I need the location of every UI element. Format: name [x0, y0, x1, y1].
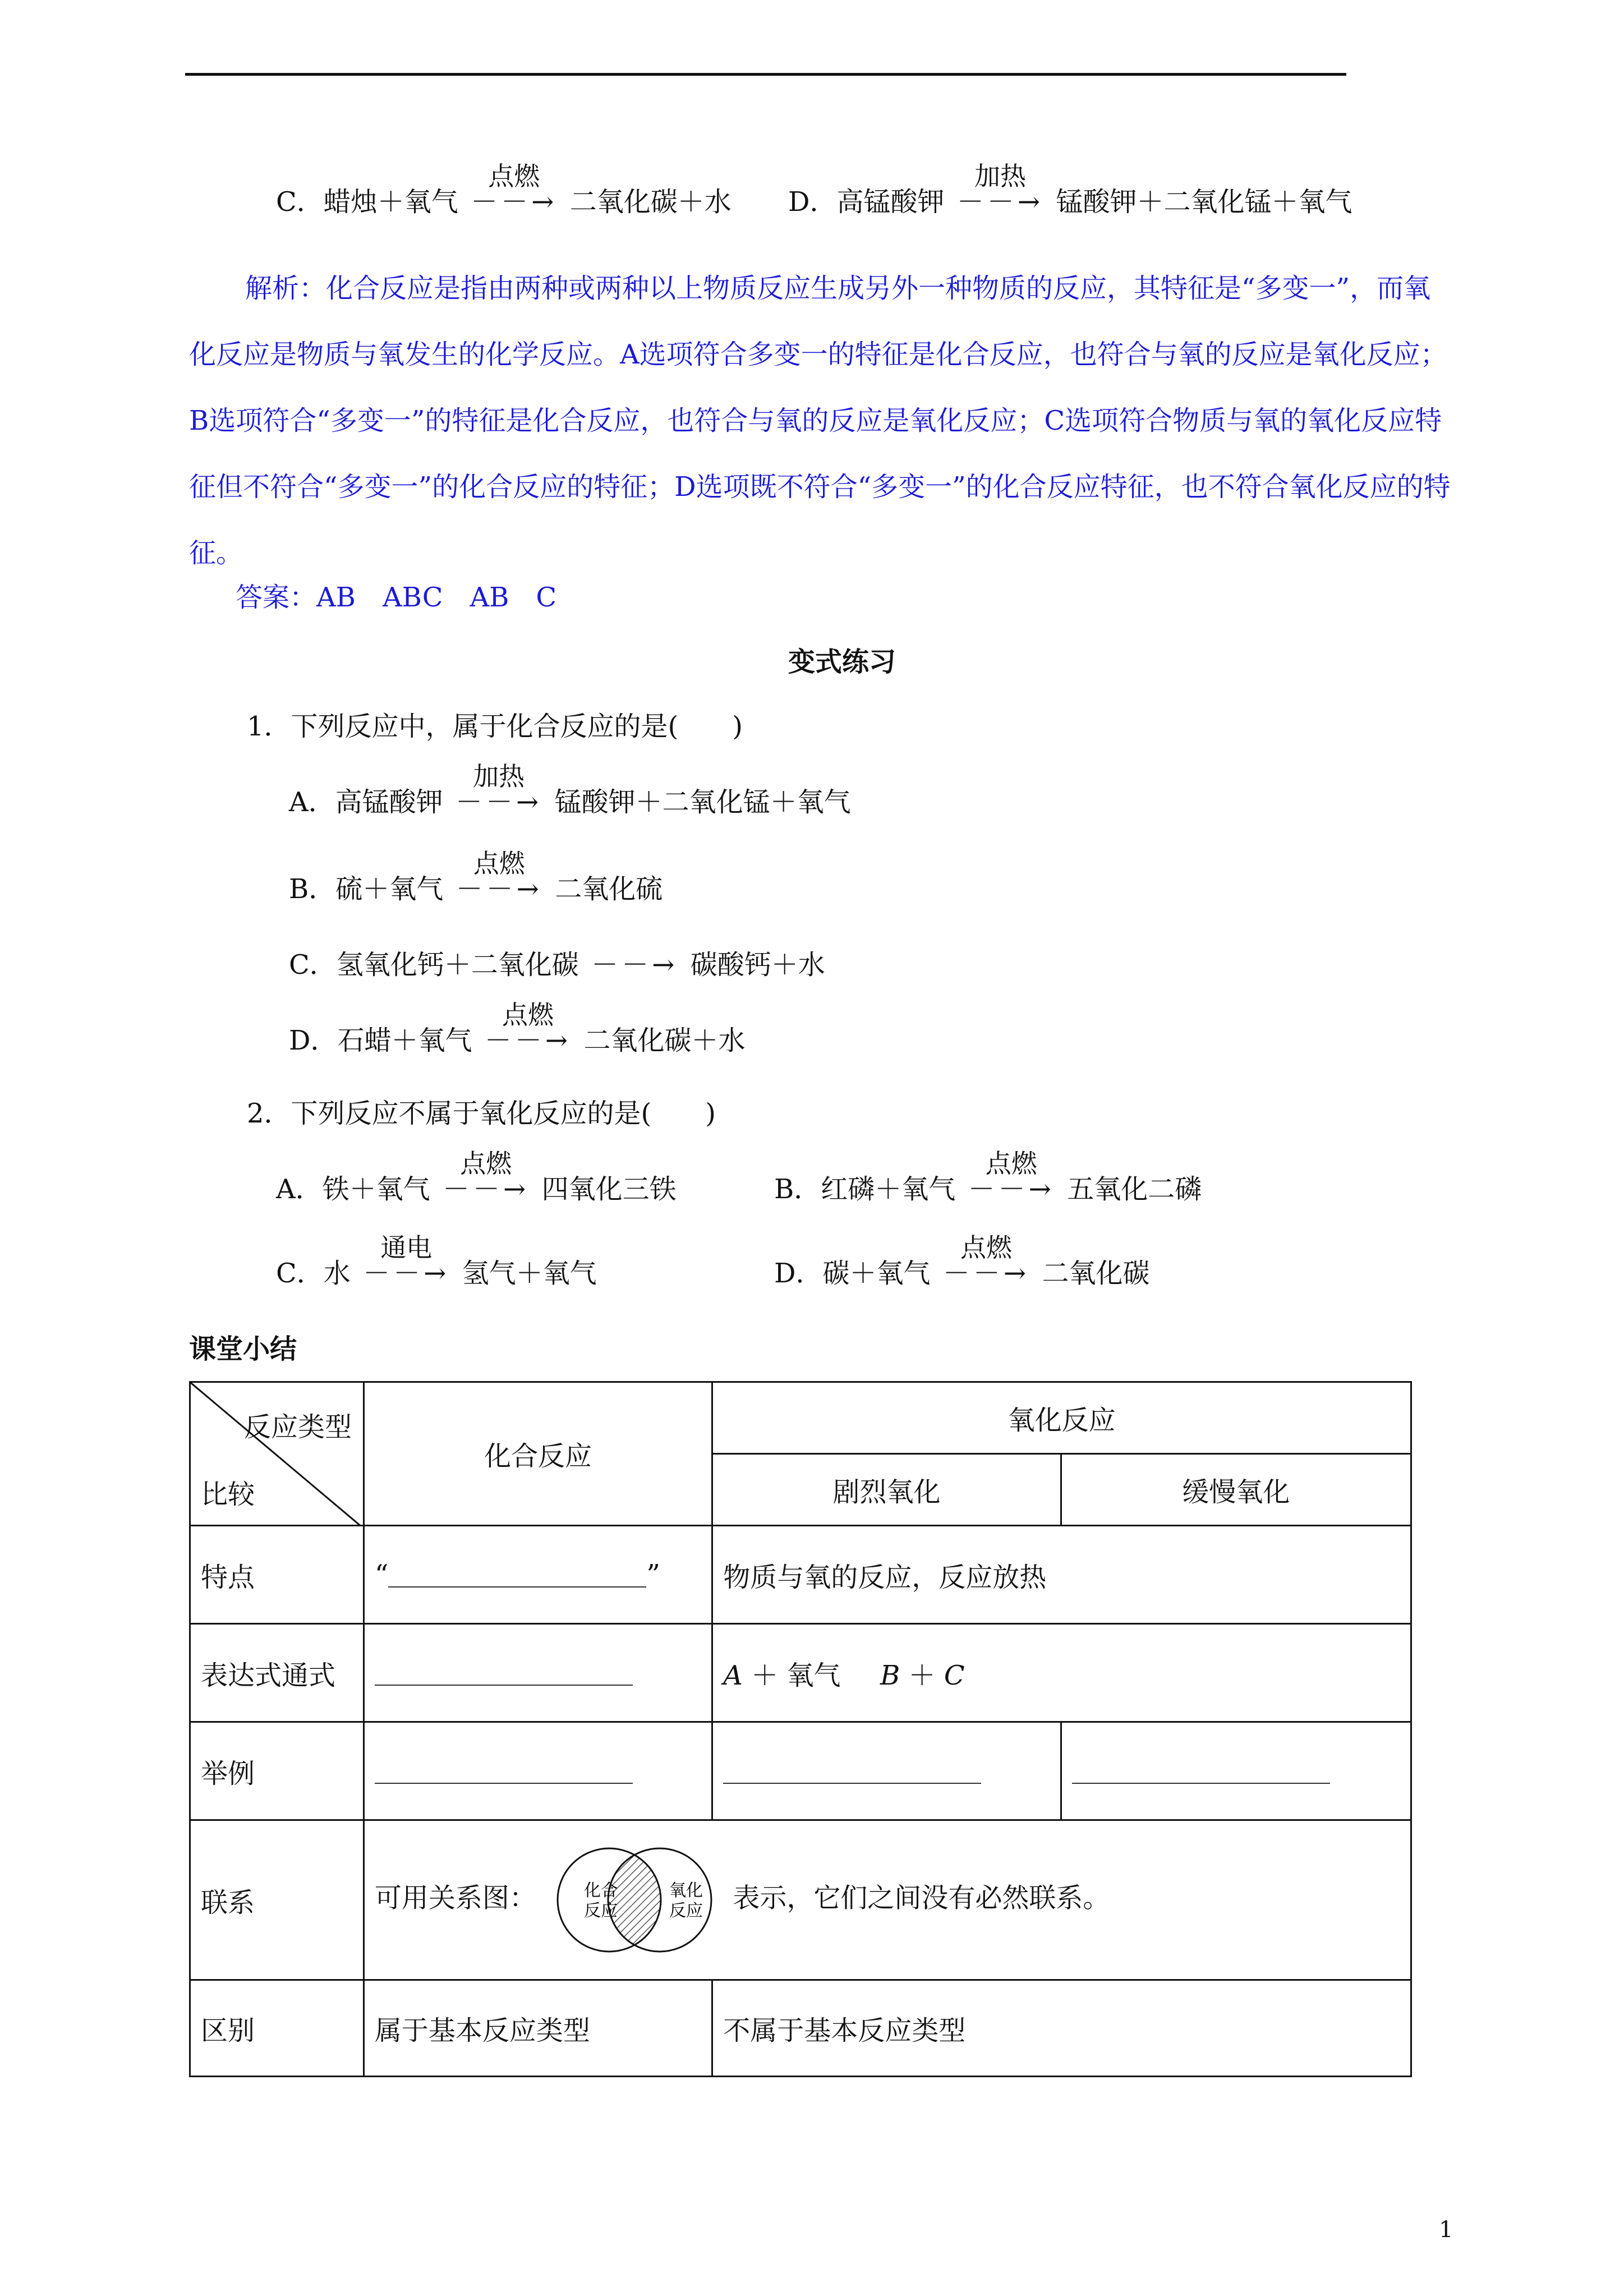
venn-left-label-2: 反应	[584, 1901, 618, 1921]
row-label-formula: 表达式通式	[190, 1624, 364, 1722]
example-blank-slow[interactable]	[1072, 1763, 1330, 1784]
reaction-condition: 加热	[974, 161, 1026, 191]
summary-title: 课堂小结	[189, 1333, 297, 1365]
row-label-difference: 区别	[190, 1980, 364, 2077]
reaction-products: 锰酸钾＋二氧化锰＋氧气	[554, 786, 851, 818]
page-number: 1	[1439, 2217, 1453, 2243]
formula-oxidation-cell	[712, 1624, 1411, 1722]
reaction-reactants: C．水	[276, 1258, 351, 1289]
question-2-stem: 2．下列反应不属于氧化反应的是( )	[247, 1098, 716, 1129]
reaction-arrow: 加热 －－→	[450, 785, 548, 819]
venn-right-label-2: 反应	[669, 1901, 703, 1921]
reaction-condition: 点燃	[460, 1148, 512, 1179]
reaction-condition: 点燃	[502, 1000, 554, 1030]
reaction-reactants: B．红磷＋氧气	[774, 1174, 956, 1205]
venn-diagram	[545, 1841, 724, 1959]
venn-right-label-1: 氧化	[669, 1881, 703, 1901]
formula-blank[interactable]	[375, 1664, 633, 1686]
relation-text-after: 表示，它们之间没有必然联系。	[733, 1882, 1110, 1914]
relation-text-before: 可用关系图：	[374, 1882, 536, 1914]
quote-open: “	[374, 1559, 389, 1590]
example-slow-cell	[1061, 1722, 1411, 1820]
reaction-reactants: D．碳＋氧气	[774, 1258, 931, 1289]
formula-combination-cell	[364, 1624, 712, 1722]
question-2-option-d	[774, 1232, 1150, 1290]
header-oxidation-reaction: 氧化反应	[712, 1382, 1411, 1454]
reaction-reactants: C．氢氧化钙＋二氧化碳	[289, 949, 579, 981]
reaction-products: 二氧化碳＋水	[569, 186, 732, 218]
reaction-arrow: 通电 －－→	[357, 1257, 456, 1290]
reaction-condition: 点燃	[473, 848, 525, 878]
question-1-option-a	[289, 761, 851, 819]
header-combination-reaction: 化合反应	[364, 1382, 712, 1526]
reaction-products: 二氧化碳＋水	[583, 1025, 746, 1056]
reaction-products: 锰酸钾＋二氧化锰＋氧气	[1056, 186, 1352, 218]
question-2-option-c	[276, 1232, 597, 1290]
reaction-arrow: 点燃 －－→	[937, 1257, 1036, 1290]
reaction-products: 二氧化硫	[555, 873, 663, 905]
reaction-reactants: D．石蜡＋氧气	[289, 1025, 472, 1056]
reaction-reactants: D．高锰酸钾	[788, 186, 945, 218]
quote-close: ”	[646, 1559, 660, 1590]
reaction-products: 五氧化二磷	[1067, 1174, 1202, 1205]
reaction-arrow: 点燃 －－→	[465, 185, 563, 219]
reaction-condition: 点燃	[960, 1232, 1012, 1263]
analysis-label: 解析：	[245, 273, 326, 304]
answer-line: 答案：AB ABC AB C	[236, 582, 557, 613]
header-violent-oxidation: 剧烈氧化	[712, 1454, 1061, 1526]
formula-plus: ＋	[751, 1659, 779, 1691]
question-2-option-a	[276, 1148, 677, 1206]
question-1-stem: 1．下列反应中，属于化合反应的是( )	[247, 711, 743, 742]
reaction-products: 四氧化三铁	[541, 1174, 677, 1205]
reaction-products: 氢气＋氧气	[462, 1258, 597, 1289]
corner-label-compare: 比较	[201, 1479, 255, 1510]
analysis-text: 化合反应是指由两种或两种以上物质反应生成另外一种物质的反应，其特征是“多变一”，而氧化反应是物质与氧发生的化学反应。A选项符合多变一的特征是化合反应，也符合与氧的反应是氧化反应；B选项符合“多变一”的特征是化合反应，也符合与氧的反应是氧化反应；C选项符合物质与氧的氧化反应特征但不符合“多变一”的化合反应的特征；D选项既不符合“多变一”的化合反应特征，也不符合氧化反应的特征。	[189, 273, 1451, 569]
reaction-condition: 点燃	[488, 161, 540, 191]
header-rule	[185, 73, 1346, 76]
question-1-option-c	[289, 948, 825, 982]
formula-b: B	[880, 1659, 900, 1691]
formula-a: A	[723, 1659, 743, 1691]
analysis-paragraph	[189, 255, 1451, 586]
relation-cell	[364, 1820, 1411, 1980]
section-title: 变式练习	[788, 646, 896, 678]
feature-combination-cell	[364, 1526, 712, 1624]
summary-table	[189, 1381, 1412, 2077]
example-combination-cell	[364, 1722, 712, 1820]
formula-c: C	[944, 1659, 965, 1691]
question-1-option-d	[289, 1000, 746, 1057]
difference-oxidation-cell: 不属于基本反应类型	[712, 1980, 1411, 2077]
formula-plus: ＋	[908, 1659, 936, 1691]
reaction-arrow: 点燃 －－→	[962, 1172, 1060, 1206]
reaction-arrow: 点燃 －－→	[479, 1024, 577, 1057]
reaction-arrow: 点燃 －－→	[437, 1172, 535, 1206]
question-2-option-b	[774, 1148, 1202, 1206]
reaction-products: 碳酸钙＋水	[690, 949, 825, 981]
feature-blank[interactable]	[388, 1566, 646, 1588]
header-slow-oxidation: 缓慢氧化	[1061, 1454, 1411, 1526]
row-label-relation: 联系	[190, 1820, 364, 1980]
corner-label-type: 反应类型	[244, 1411, 352, 1443]
table-corner-cell	[190, 1382, 364, 1526]
formula-oxygen: 氧气	[786, 1659, 841, 1691]
reaction-arrow: 点燃 －－→	[450, 872, 548, 906]
example-blank-combination[interactable]	[375, 1763, 633, 1784]
reaction-option-c	[276, 161, 732, 219]
reaction-arrow: －－→	[591, 949, 678, 981]
difference-combination-cell: 属于基本反应类型	[364, 1980, 712, 2077]
reaction-arrow: 加热 －－→	[951, 185, 1050, 219]
question-1-option-b	[289, 848, 663, 906]
reaction-reactants: A．高锰酸钾	[289, 786, 443, 818]
reaction-option-d	[788, 161, 1352, 219]
reaction-condition: 加热	[473, 761, 525, 792]
venn-left-label-1: 化合	[584, 1881, 618, 1901]
reaction-condition: 点燃	[985, 1148, 1037, 1179]
example-blank-violent[interactable]	[723, 1763, 981, 1784]
example-violent-cell	[712, 1722, 1061, 1820]
row-label-example: 举例	[190, 1722, 364, 1820]
reaction-reactants: B．硫＋氧气	[289, 873, 444, 905]
reaction-condition: 通电	[380, 1232, 433, 1263]
row-label-feature: 特点	[190, 1526, 364, 1624]
reaction-reactants: A．铁＋氧气	[276, 1174, 430, 1205]
reaction-products: 二氧化碳	[1042, 1258, 1150, 1289]
feature-oxidation-cell: 物质与氧的反应，反应放热	[712, 1526, 1411, 1624]
reaction-reactants: C．蜡烛＋氧气	[276, 186, 458, 218]
